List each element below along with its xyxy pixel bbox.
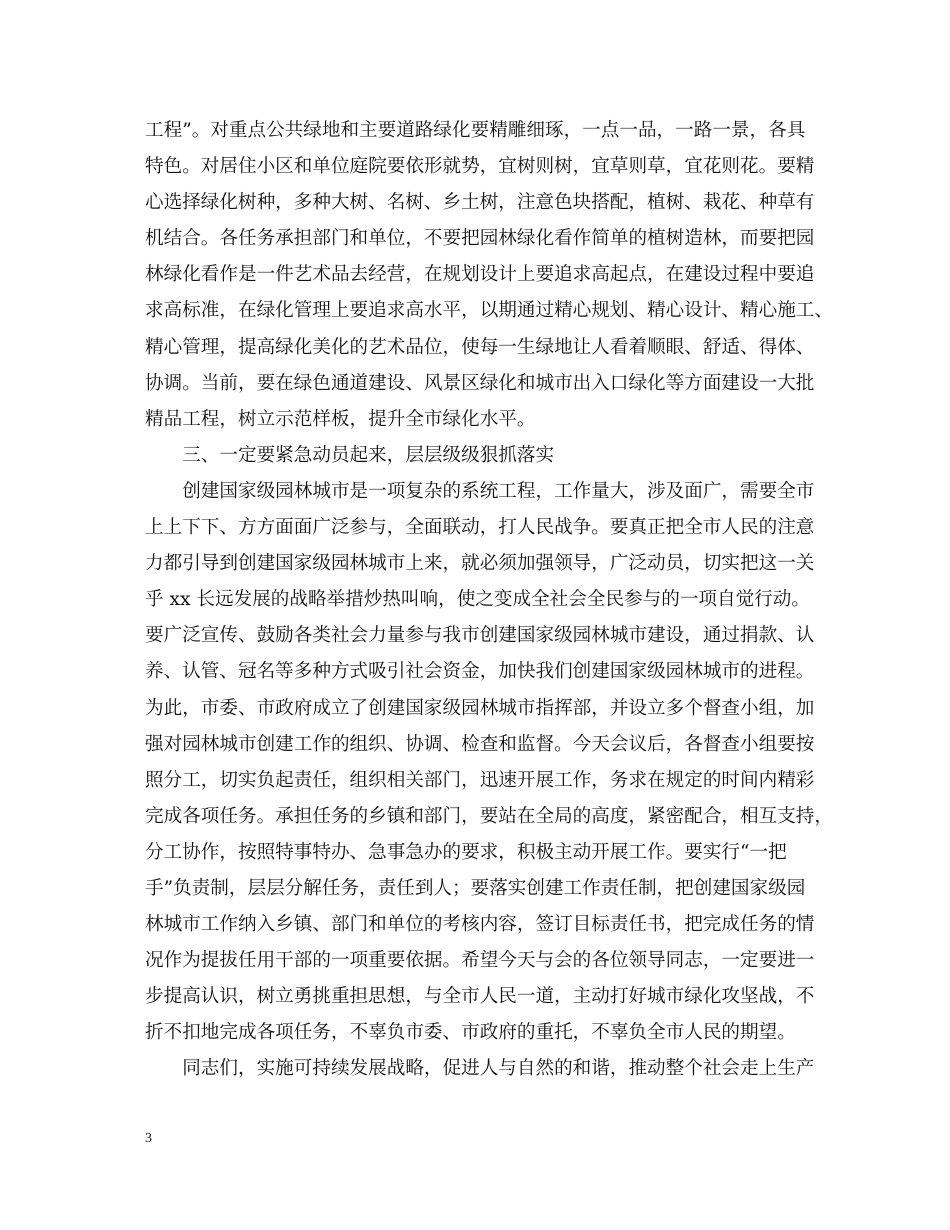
page-number: 3: [145, 1131, 152, 1146]
text-line: 精品工程，树立示范样板，提升全市绿化水平。: [145, 408, 536, 430]
text-line: 求高标准，在绿化管理上要追求高水平，以期通过精心规划、精心设计、精心施工、: [145, 300, 833, 322]
text-line: 分工协作，按照特事特办、急事急办的要求，积极主动开展工作。要实行“一把: [145, 841, 787, 863]
text-line: 照分工，切实负起责任，组织相关部门，迅速开展工作，务求在规定的时间内精彩: [145, 769, 815, 791]
text-line: 精心管理，提高绿化美化的艺术品位，使每一生绿地让人看着顺眼、舒适、得体、: [145, 336, 815, 358]
text-line: 心选择绿化树种，多种大树、名树、乡土树，注意色块搭配，植树、栽花、种草有: [145, 192, 815, 214]
text-line: 同志们，实施可持续发展战略，促进人与自然的和谐，推动整个社会走上生产: [145, 1058, 815, 1080]
text-line: 工程”。对重点公共绿地和主要道路绿化要精雕细琢，一点一品，一路一景，各具: [145, 120, 806, 141]
section-heading: 三、一定要紧急动员起来，层层级级狠抓落实: [145, 444, 555, 466]
text-line: 况作为提拔任用干部的一项重要依据。希望今天与会的各位领导同志，一定要进一: [145, 950, 815, 972]
text-line: 协调。当前，要在绿色通道建设、风景区绿化和城市出入口绿化等方面建设一大批: [145, 372, 815, 394]
text-line: 完成各项任务。承担任务的乡镇和部门，要站在全局的高度，紧密配合，相互支持，: [145, 805, 833, 827]
text-line: 步提高认识，树立勇挑重担思想，与全市人民一道，主动打好城市绿化攻坚战，不: [145, 986, 815, 1008]
text-line: 为此，市委、市政府成立了创建国家级园林城市指挥部，并设立多个督查小组，加: [145, 697, 815, 719]
text-line: 机结合。各任务承担部门和单位，不要把园林绿化看作简单的植树造林，而要把园: [145, 228, 815, 250]
text-line: 林绿化看作是一件艺术品去经营，在规划设计上要追求高起点，在建设过程中要追: [145, 264, 815, 286]
text-line: 乎 xx 长远发展的战略举措炒热叫响，使之变成全社会全民参与的一项自觉行动。: [145, 589, 810, 611]
text-line: 林城市工作纳入乡镇、部门和单位的考核内容，签订目标责任书，把完成任务的情: [145, 914, 815, 936]
text-line: 折不扣地完成各项任务，不辜负市委、市政府的重托，不辜负全市人民的期望。: [145, 1022, 796, 1044]
text-line: 力都引导到创建国家级园林城市上来，就必须加强领导，广泛动员，切实把这一关: [145, 553, 815, 575]
text-line: 养、认管、冠名等多种方式吸引社会资金，加快我们创建国家级园林城市的进程。: [145, 661, 815, 683]
body-text: [145, 113, 833, 1088]
text-line: 上上下下、方方面面广泛参与，全面联动，打人民战争。要真正把全市人民的注意: [145, 517, 815, 539]
text-line: 要广泛宣传、鼓励各类社会力量参与我市创建国家级园林城市建设，通过捐款、认: [145, 625, 815, 647]
text-line: 手”负责制，层层分解任务，责任到人；要落实创建工作责任制，把创建国家级园: [145, 877, 806, 899]
text-line: 特色。对居住小区和单位庭院要依形就势，宜树则树，宜草则草，宜花则花。要精: [145, 156, 815, 178]
text-line: 创建国家级园林城市是一项复杂的系统工程，工作量大，涉及面广，需要全市: [145, 480, 815, 502]
text-line: 强对园林城市创建工作的组织、协调、检查和监督。今天会议后，各督查小组要按: [145, 733, 815, 755]
